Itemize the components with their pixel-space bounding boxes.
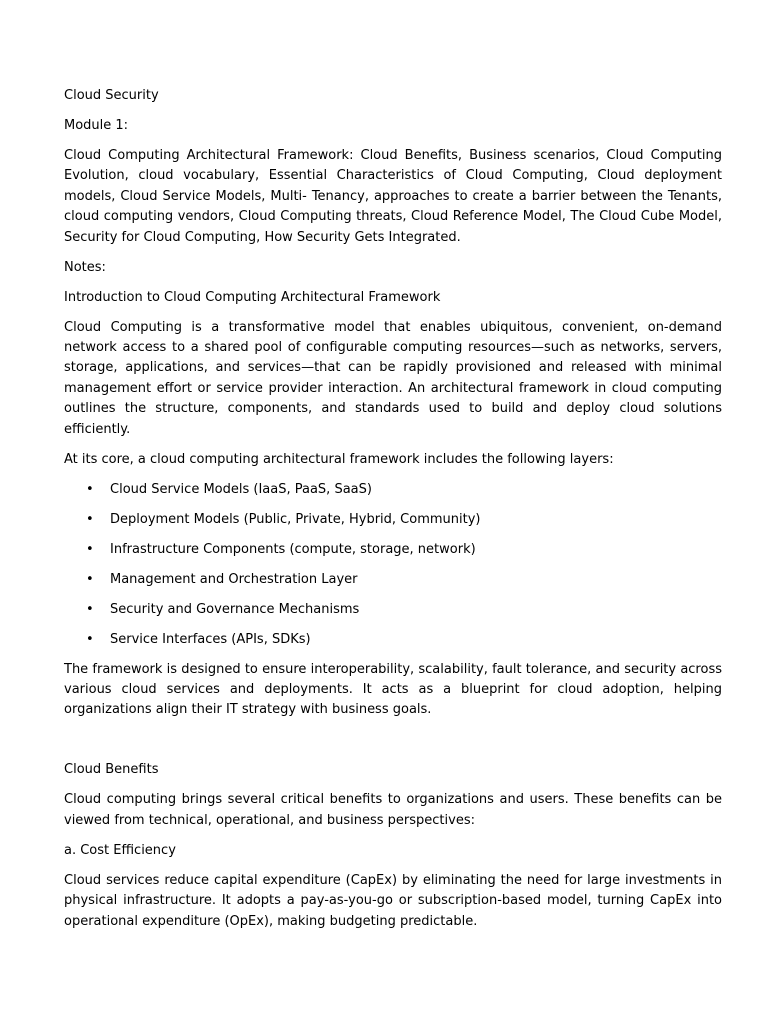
module-label: Module 1: [64, 118, 129, 133]
intro-heading: Introduction to Cloud Computing Architectural Framework [64, 289, 441, 305]
bullet-icon: • [86, 541, 94, 557]
benefits-heading: Cloud Benefits [64, 762, 159, 778]
list-item-text: Management and Orchestration Layer [110, 571, 358, 587]
bullet-icon: • [86, 631, 94, 647]
list-item-text: Cloud Service Models (IaaS, PaaS, SaaS) [110, 481, 372, 497]
section-spacer [64, 730, 722, 760]
list-item-text: Deployment Models (Public, Private, Hybrid, Community) [110, 511, 481, 527]
bullet-icon: • [86, 481, 94, 497]
cost-efficiency-paragraph: Cloud services reduce capital expenditure (CapEx) by eliminating the need for large investments in physical infrastructure. It adopts a pay-as-you-go or subscription-based model, turning CapEx into operational expenditure (OpEx), making budgeting predictable. [64, 872, 722, 929]
list-item [64, 480, 722, 500]
cost-efficiency-heading: a. Cost Efficiency [64, 842, 176, 858]
notes-label: Notes: [64, 259, 106, 275]
layers-list [64, 480, 722, 650]
layers-intro: At its core, a cloud computing architectural framework includes the following layers: [64, 451, 614, 467]
list-item-text: Infrastructure Components (compute, storage, network) [110, 541, 476, 557]
list-item-text: Security and Governance Mechanisms [110, 601, 360, 617]
list-item-text: Service Interfaces (APIs, SDKs) [110, 631, 311, 647]
intro-paragraph: Cloud Computing is a transformative model that enables ubiquitous, convenient, on-demand network access to a shared pool of configurable computing resources—such as networks, servers, storage, applications, and services—that can be rapidly provisioned and released with minimal management effort or service provider interaction. An architectural framework in cloud computing outlines the structure, components, and standards used to build and deploy cloud solutions efficiently. [64, 319, 722, 437]
bullet-icon: • [86, 571, 94, 587]
framework-paragraph: The framework is designed to ensure interoperability, scalability, fault tolerance, and security across various cloud services and deployments. It acts as a blueprint for cloud adoption, helping organizations align their IT strategy with business goals. [64, 661, 722, 718]
list-item [64, 540, 722, 560]
benefits-intro: Cloud computing brings several critical benefits to organizations and users. These benefits can be viewed from technical, operational, and business perspectives: [64, 792, 722, 828]
document-body [64, 86, 722, 942]
list-item [64, 600, 722, 620]
bullet-icon: • [86, 511, 94, 527]
list-item [64, 630, 722, 650]
document-title: Cloud Security [64, 88, 159, 103]
list-item [64, 510, 722, 530]
list-item [64, 570, 722, 590]
module-summary: Cloud Computing Architectural Framework: Cloud Benefits, Business scenarios, Cloud Computing Evolution, cloud vocabulary, Essential Characteristics of Cloud Computing, Cloud deployment models, Cloud Service Models, Multi- Tenancy, approaches to create a barrier between the Tenants, cloud computing vendors, Cloud Computing threats, Cloud Reference Model, The Cloud Cube Model, Security for Cloud Computing, How Security Gets Integrated. [64, 148, 722, 245]
bullet-icon: • [86, 601, 94, 617]
